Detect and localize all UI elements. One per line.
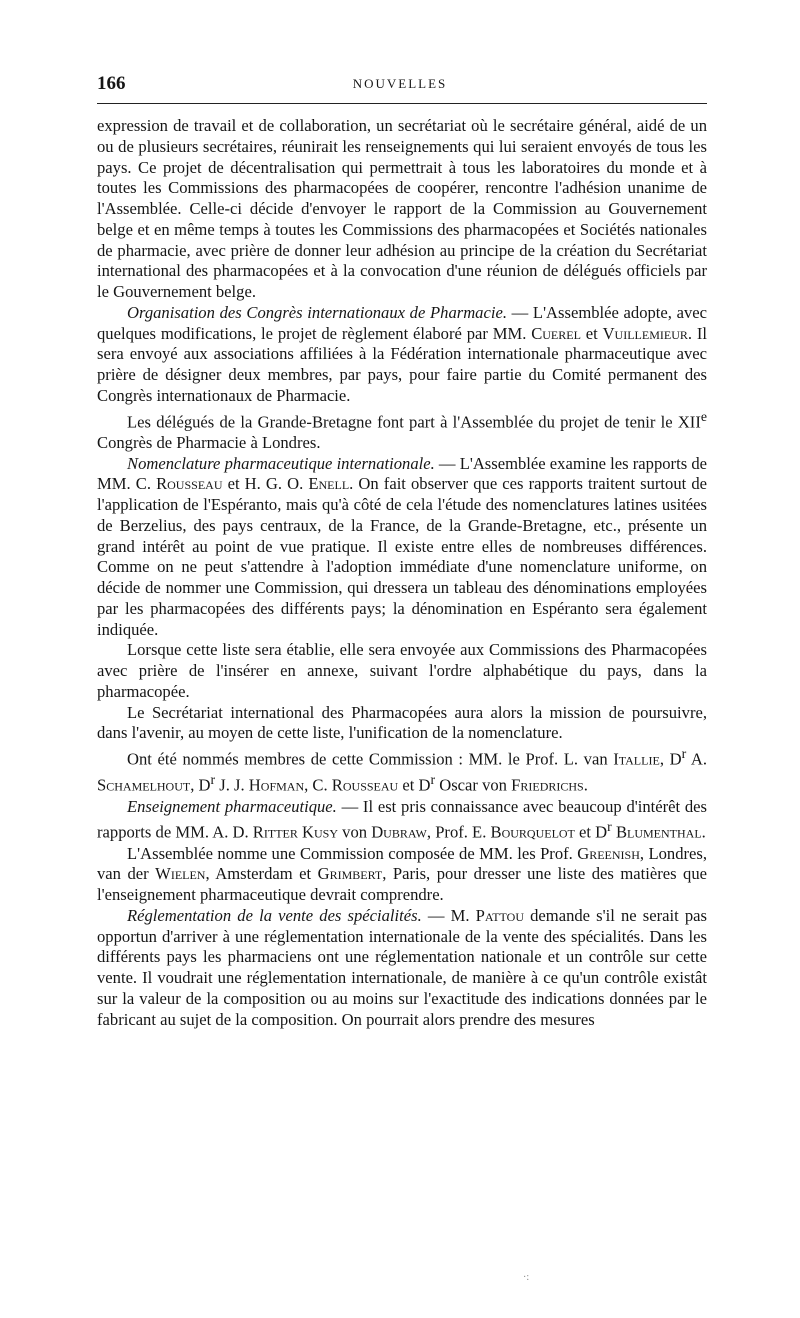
paragraph-text: .: [583, 775, 588, 795]
person-name: Hofman: [248, 775, 305, 795]
paragraph-text: — L'Assemblée examine les rapports de MM. C.: [97, 453, 707, 494]
section-lead: Enseignement pharmaceutique.: [127, 796, 337, 816]
paragraph-text: , D: [659, 749, 682, 769]
paragraph-text: et D: [398, 775, 431, 795]
paragraph-text: Oscar von: [435, 775, 512, 795]
person-name: Blumenthal: [615, 822, 702, 842]
paragraph-text: , Prof. E.: [426, 822, 491, 842]
paragraph-text: , Amsterdam et: [205, 864, 318, 884]
paragraph-text: Lorsque cette liste sera établie, elle sera envoyée aux Commissions des Pharmacopées avec prière de l'insérer en annexe, suivant l'ordre alphabétique du pays, dans la pharmacopée.: [97, 640, 707, 701]
superscript: r: [430, 772, 436, 788]
paragraph-commission-enseignement: [97, 844, 707, 906]
paragraph-enseignement: [97, 797, 707, 844]
person-name: Wielen: [155, 864, 206, 884]
paragraph-text: demande s'il ne serait pas opportun d'arriver à une réglementation internationale de la vente des spécialités. Dans les différents pays les pharmaciens ont une réglementation nationale et un contrôle sur cette vente. Il voudrait une réglementation internationale, de manière à ce qu'un contrôle existât sur la valeur de la composition ou au moins sur l'exactitude des indications données par le fabricant au sujet de la composition. On pourrait alors prendre des mesures: [97, 905, 707, 1029]
paragraph-text: , Paris, pour dresser une liste des matières que l'enseignement pharmaceutique devrait comprendre.: [97, 864, 707, 905]
person-name: Friedrichs: [511, 775, 584, 795]
superscript: r: [681, 746, 687, 762]
section-lead: Organisation des Congrès internationaux de Pharmacie.: [127, 302, 507, 322]
paragraph-continuation: [97, 116, 707, 303]
paragraph-nomenclature: [97, 454, 707, 641]
paragraph-text: . Il sera envoyé aux associations affiliées à la Fédération internationale pharmaceutique avec prière de désigner deux membres, par pays, pour faire partie du Comité permanent des Congrès internationaux de Pharmacie.: [97, 323, 708, 405]
person-name: Rousseau: [331, 775, 399, 795]
paragraph-specialites: [97, 906, 707, 1031]
section-lead: Réglementation de la vente des spécialités.: [127, 905, 422, 925]
paragraph-text: Congrès de Pharmacie à Londres.: [97, 432, 321, 452]
paragraph-text: .: [701, 822, 706, 842]
paragraph-text: — M.: [421, 905, 476, 925]
person-name: Bourquelot: [490, 822, 575, 842]
person-name: Cuerel: [531, 323, 581, 343]
superscript: r: [210, 772, 216, 788]
paragraph-text: Les délégués de la Grande-Bretagne font part à l'Assemblée du projet de tenir le XII: [127, 412, 701, 432]
body-text: [97, 116, 707, 1030]
person-name: Pattou: [475, 905, 524, 925]
paragraph-commission-members: [97, 744, 707, 797]
page-number: 166: [97, 73, 126, 94]
print-speck: ·:: [523, 1272, 530, 1283]
paragraph-secretariat: [97, 703, 707, 745]
paragraph-text: et D: [574, 822, 608, 842]
paragraph-text: . On fait observer que ces rapports traitent surtout de l'application de l'Espéranto, mais qu'à côté de cela l'étude des nomenclatures latines usitées de Berzelius, des pays centraux, de la France, de la Grande-Bretagne, etc., présente un grand intérêt au point de vue pratique. Il existe entre elles de nombreuses différences. Comme on ne peut s'attendre à l'adoption immédiate d'une nomenclature uniforme, on décide de nommer une Commission, qui dressera un tableau des dénominations employées par les pharmacopées des différents pays; la dénomination en Espéranto sera également indiquée.: [97, 474, 708, 639]
header-rule: [97, 103, 707, 104]
running-title: NOUVELLES: [352, 76, 448, 91]
person-name: Vuillemieur: [602, 323, 688, 343]
superscript: r: [607, 819, 612, 835]
superscript: e: [700, 408, 707, 424]
paragraph-text: , D: [190, 775, 211, 795]
person-name: Enell: [308, 474, 350, 494]
paragraph-text: et H. G. O.: [222, 474, 309, 494]
paragraph-text: expression de travail et de collaboration, un secrétariat où le secrétaire général, aidé de un ou de plusieurs secrétaires, réunirait les renseignements qui lui seraient envoyés de tous les pays. Ce projet de décentralisation qui permettrait à tous les laboratoires du monde et à toutes les Commissions des pharmacopées de coopérer, rencontre l'adhésion unanime de l'Assemblée. Celle-ci décide d'envoyer le rapport de la Commission au Gouvernement belge et en même temps à toutes les Commissions des pharmacopées et Sociétés nationales de pharmacie, avec prière de donner leur adhésion au principe de la création du Secrétariat international des pharmacopées et à la convocation d'une réunion de délégués officiels par le Gouvernement belge.: [97, 116, 707, 301]
paragraph-text: Le Secrétariat international des Pharmacopées aura alors la mission de poursuivre, dans l'avenir, au moyen de cette liste, l'unification de la nomenclature.: [97, 702, 707, 743]
person-name: Ritter Kusy: [252, 822, 338, 842]
paragraph-liste: [97, 640, 707, 702]
person-name: Schamelhout: [97, 775, 191, 795]
paragraph-text: — Il est pris connaissance avec beaucoup d'intérêt des rapports de MM. A. D.: [97, 796, 707, 842]
paragraph-londres: [97, 407, 707, 454]
person-name: Itallie: [613, 749, 660, 769]
person-name: Rousseau: [156, 474, 223, 494]
paragraph-text: von: [338, 822, 372, 842]
section-lead: Nomenclature pharmaceutique internationale.: [127, 453, 435, 473]
paragraph-text: — L'Assemblée adopte, avec quelques modifications, le projet de règlement élaboré par MM.: [97, 302, 707, 343]
paragraph-text: A.: [686, 749, 707, 769]
paragraph-text: , C.: [304, 775, 332, 795]
person-name: Dubraw: [371, 822, 427, 842]
person-name: Grimbert: [317, 864, 383, 884]
paragraph-text: Ont été nommés membres de cette Commission : MM. le Prof. L. van: [127, 749, 614, 769]
paragraph-text: L'Assemblée nomme une Commission composée de MM. les Prof.: [127, 843, 578, 863]
person-name: Greenish: [577, 843, 640, 863]
paragraph-congres: [97, 303, 707, 407]
paragraph-text: , Londres, van der: [97, 843, 707, 884]
paragraph-text: et: [580, 323, 603, 343]
paragraph-text: J. J.: [215, 775, 249, 795]
